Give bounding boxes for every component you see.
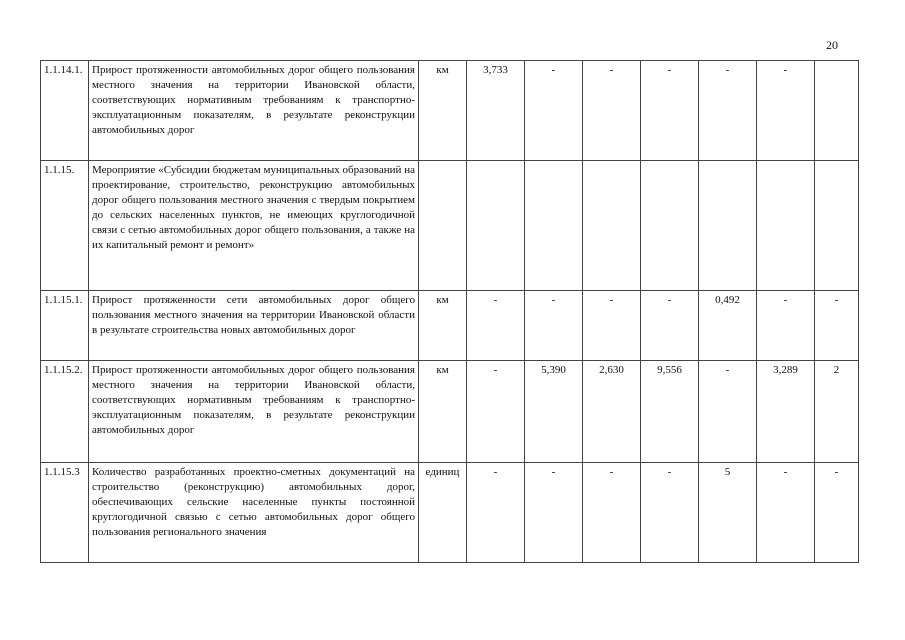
row-value-5: - (699, 61, 757, 161)
row-value-6: - (757, 61, 815, 161)
row-value-5 (699, 161, 757, 291)
row-description: Мероприятие «Субсидии бюджетам муниципальных образований на проектирование, строительство, реконструкцию автомобильных дорог общего пользования местного значения с твердым покрытием до сельских населенных пунктов, не имеющих круглогодичной связи с сетью автомобильных дорог общего пользования, а также на их капитальный ремонт и ремонт» (89, 161, 419, 291)
row-value-6: 3,289 (757, 361, 815, 463)
row-value-4: 9,556 (641, 361, 699, 463)
row-value-2: - (525, 463, 583, 563)
row-value-6: - (757, 291, 815, 361)
row-value-1: - (467, 361, 525, 463)
row-value-3 (583, 161, 641, 291)
row-value-5: 0,492 (699, 291, 757, 361)
row-value-4: - (641, 291, 699, 361)
row-value-7: 2 (815, 361, 859, 463)
row-value-3: - (583, 463, 641, 563)
row-value-7 (815, 61, 859, 161)
row-value-1: - (467, 463, 525, 563)
row-code: 1.1.15.3 (41, 463, 89, 563)
row-description: Количество разработанных проектно-сметных документаций на строительство (реконструкцию) автомобильных дорог, обеспечивающих сельские населенные пункты постоянной круглогодичной связью с сетью автомобильных дорог общего пользования регионального значения (89, 463, 419, 563)
row-value-1: 3,733 (467, 61, 525, 161)
row-value-3: 2,630 (583, 361, 641, 463)
row-unit (419, 161, 467, 291)
row-value-2 (525, 161, 583, 291)
row-value-4 (641, 161, 699, 291)
table-row (41, 61, 859, 161)
row-value-7: - (815, 463, 859, 563)
row-description: Прирост протяженности автомобильных дорог общего пользования местного значения на территории Ивановской области, соответствующих нормативным требованиям к транспортно-эксплуатационным показателям, в результате реконструкции автомобильных дорог (89, 61, 419, 161)
row-value-4: - (641, 61, 699, 161)
row-unit: км (419, 291, 467, 361)
row-value-3: - (583, 61, 641, 161)
row-value-1: - (467, 291, 525, 361)
row-value-5: - (699, 361, 757, 463)
page-number: 20 (826, 38, 838, 52)
row-value-1 (467, 161, 525, 291)
row-code: 1.1.15. (41, 161, 89, 291)
row-unit: км (419, 361, 467, 463)
row-value-7: - (815, 291, 859, 361)
row-value-7 (815, 161, 859, 291)
row-value-4: - (641, 463, 699, 563)
row-value-6: - (757, 463, 815, 563)
row-value-6 (757, 161, 815, 291)
row-unit: км (419, 61, 467, 161)
table-row (41, 161, 859, 291)
row-value-2: 5,390 (525, 361, 583, 463)
row-description: Прирост протяженности сети автомобильных дорог общего пользования местного значения на территории Ивановской области в результате строительства новых автомобильных дорог (89, 291, 419, 361)
table-row (41, 291, 859, 361)
row-value-5: 5 (699, 463, 757, 563)
row-value-2: - (525, 291, 583, 361)
row-code: 1.1.14.1. (41, 61, 89, 161)
row-description: Прирост протяженности автомобильных дорог общего пользования местного значения на территории Ивановской области, соответствующих нормативным требованиям к транспортно-эксплуатационным показателям, в результате реконструкции автомобильных дорог (89, 361, 419, 463)
row-unit: единиц (419, 463, 467, 563)
table-row (41, 361, 859, 463)
row-value-2: - (525, 61, 583, 161)
row-value-3: - (583, 291, 641, 361)
row-code: 1.1.15.2. (41, 361, 89, 463)
table-row (41, 463, 859, 563)
row-code: 1.1.15.1. (41, 291, 89, 361)
indicators-table (40, 60, 859, 563)
